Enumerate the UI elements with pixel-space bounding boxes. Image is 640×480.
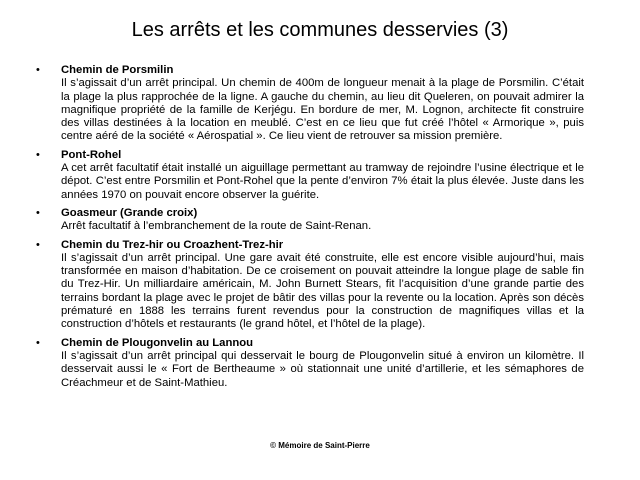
stop-description: A cet arrêt facultatif était installé un aiguillage permettant au tramway de rejoindre l’usine électrique et le dépot. C’est entre Porsmilin et Pont-Rohel que la pente d’environ 7% était la plus élevée. Juste dans les années 1970 on pouvait encore observer la guérite. — [61, 162, 584, 201]
stop-name: Chemin de Plougonvelin au Lannou — [61, 336, 254, 349]
bullet-icon: • — [36, 206, 40, 219]
stop-name: Chemin du Trez-hir ou Croazhent-Trez-hir — [61, 238, 284, 251]
slide-title: Les arrêts et les communes desservies (3) — [131, 19, 509, 41]
stop-description: Il s’agissait d’un arrêt principal. Un chemin de 400m de longueur menait à la plage de Porsmilin. C’était la plage la plus rapprochée de la ligne. A gauche du chemin, au lieu dit Queleren, on pouvait admirer la magnifique propriété de la famille de Kerjégu. En bordure de mer, M. Lognon, architecte fit construire des villas destinées à la location en meublé. C’est en ce lieu que fut créé l’hôtel « Armorique », puis centre aéré de la société « Aérospatial ». Ce lieu vient de retrouver sa mission première. — [61, 77, 584, 143]
list-item — [36, 337, 584, 390]
stop-name: Goasmeur (Grande croix) — [61, 206, 198, 219]
stop-description: Il s’agissait d’un arrêt principal qui desservait le bourg de Plougonvelin situé à environ un kilomètre. Il desservait aussi le « Fort de Bertheaume » où stationnait une unité d’artillerie, et les sémaphores de Créachmeur et de Saint-Mathieu. — [61, 349, 584, 389]
copyright-footer: © Mémoire de Saint-Pierre — [270, 441, 370, 450]
list-item — [36, 149, 584, 202]
stop-name: Chemin de Porsmilin — [61, 64, 174, 76]
bullet-icon: • — [36, 336, 40, 349]
bullet-icon: • — [36, 148, 40, 161]
bullet-icon: • — [36, 238, 40, 251]
stop-description: Il s’agissait d’un arrêt principal. Une gare avait été construite, elle est encore visible aujourd’hui, mais transformée en maison d’habitation. De ce croisement on pouvait atteindre la longue plage de sable fin du Trez-Hir. Un milliardaire américain, M. John Burnett Stears, fit l’acquisition d’une grande partie des terrains bordant la plage avec le projet de bâtir des villas pour la revente ou la location. Après son décès prématuré en 1888 les terrains furent revendus pour la construction de magnifiques villas et la construction d’hôtels et restaurants (le grand hôtel, et l’hôtel de la plage). — [61, 251, 584, 331]
stop-name: Pont-Rohel — [61, 148, 122, 161]
bullet-icon: • — [36, 64, 40, 76]
list-item — [36, 239, 584, 332]
list-item — [36, 64, 584, 144]
list-item — [36, 207, 584, 234]
stop-description: Arrêt facultatif à l’embranchement de la route de Saint-Renan. — [61, 220, 372, 233]
stop-list — [36, 64, 584, 395]
